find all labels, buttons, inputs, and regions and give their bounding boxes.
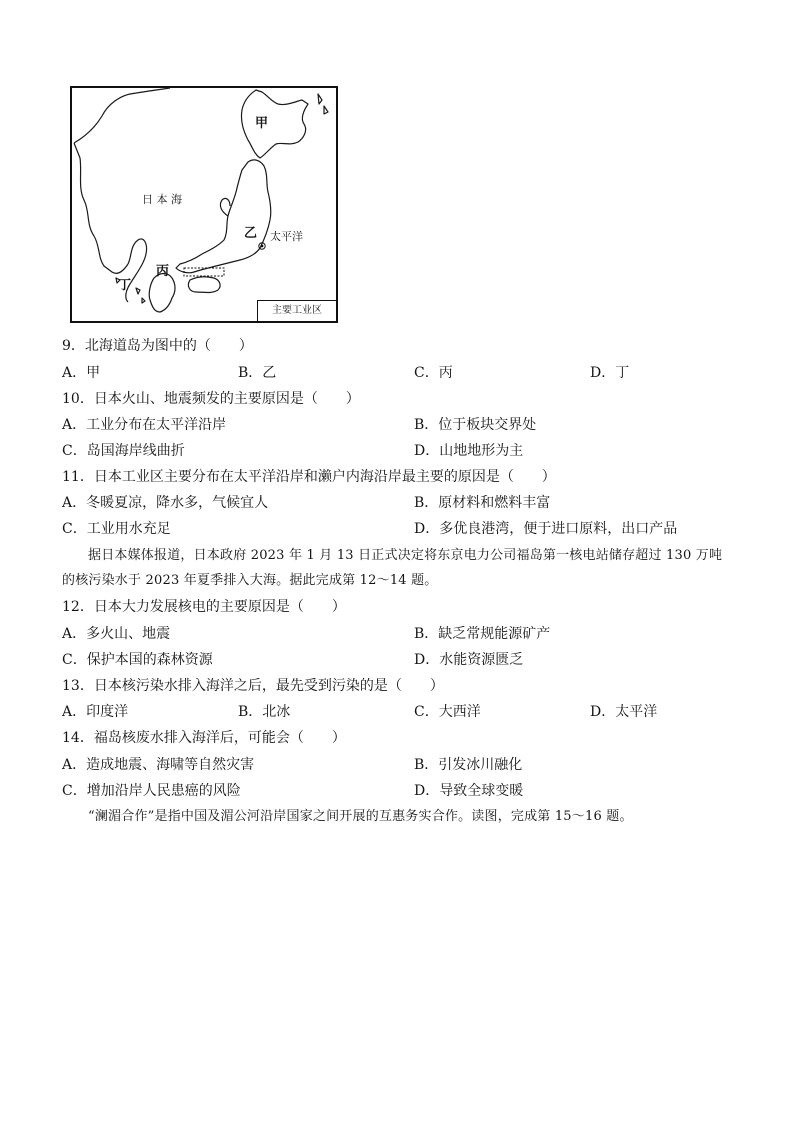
- q10-option-a: A．工业分布在太平洋沿岸: [62, 417, 227, 433]
- q11-option-b: B．原材料和燃料丰富: [414, 495, 551, 511]
- q10-option-b: B．位于板块交界处: [414, 417, 537, 433]
- q12-option-b: B．缺乏常规能源矿产: [414, 626, 551, 642]
- q13-option-d: D．太平洋: [590, 704, 658, 720]
- q14-option-c: C．增加沿岸人民患癌的风险: [62, 783, 241, 799]
- q10-option-c: C．岛国海岸线曲折: [62, 443, 185, 459]
- japan-map: [70, 86, 338, 323]
- japan-map-drawing: [72, 88, 336, 321]
- map-label-yi: 乙: [244, 226, 258, 241]
- q14-stem: 14．福岛核废水排入海洋后，可能会（ ）: [62, 730, 346, 746]
- q13-option-c: C．大西洋: [414, 704, 481, 720]
- q11-option-c: C．工业用水充足: [62, 521, 171, 537]
- q13-stem: 13．日本核污染水排入海洋之后，最先受到污染的是（ ）: [62, 678, 444, 694]
- q9-option-a: A．甲: [62, 365, 101, 381]
- q12-stem: 12．日本大力发展核电的主要原因是（ ）: [62, 599, 346, 615]
- passage1-line2: 的核污染水于 2023 年夏季排入大海。据此完成第 12～14 题。: [62, 573, 438, 588]
- q12-option-c: C．保护本国的森林资源: [62, 652, 213, 668]
- q12-option-a: A．多火山、地震: [62, 626, 171, 642]
- q11-stem: 11．日本工业区主要分布在太平洋沿岸和濑户内海沿岸最主要的原因是（ ）: [62, 469, 556, 485]
- q11-option-d: D．多优良港湾，便于进口原料，出口产品: [414, 521, 678, 537]
- q13-option-a: A．印度洋: [62, 704, 129, 720]
- q9-option-b: B．乙: [238, 365, 277, 381]
- map-label-pacific: 太平洋: [270, 230, 303, 243]
- map-label-ding: 丁: [118, 278, 132, 293]
- q10-option-d: D．山地地形为主: [414, 443, 524, 459]
- q14-option-d: D．导致全球变暖: [414, 783, 524, 799]
- passage2-line1: “澜湄合作”是指中国及湄公河沿岸国家之间开展的互惠务实合作。读图，完成第 15～16 题。: [88, 809, 633, 824]
- map-legend: 主要工业区: [257, 300, 336, 321]
- q13-option-b: B．北冰: [238, 704, 291, 720]
- map-label-bing: 丙: [156, 264, 170, 279]
- passage1-line1: 据日本媒体报道，日本政府 2023 年 1 月 13 日正式决定将东京电力公司福岛第一核电站储存超过 130 万吨: [88, 548, 723, 563]
- map-label-jia: 甲: [255, 116, 269, 131]
- q12-option-d: D．水能资源匮乏: [414, 652, 524, 668]
- q9-option-c: C．丙: [414, 365, 453, 381]
- q14-option-a: A．造成地震、海啸等自然灾害: [62, 757, 255, 773]
- q11-option-a: A．冬暖夏凉，降水多，气候宜人: [62, 495, 269, 511]
- q10-stem: 10．日本火山、地震频发的主要原因是（ ）: [62, 391, 360, 407]
- q9-stem: 9．北海道岛为图中的（ ）: [62, 338, 253, 354]
- q14-option-b: B．引发冰川融化: [414, 757, 523, 773]
- map-label-sea-of-japan: 日 本 海: [142, 193, 182, 206]
- q9-option-d: D．丁: [590, 365, 630, 381]
